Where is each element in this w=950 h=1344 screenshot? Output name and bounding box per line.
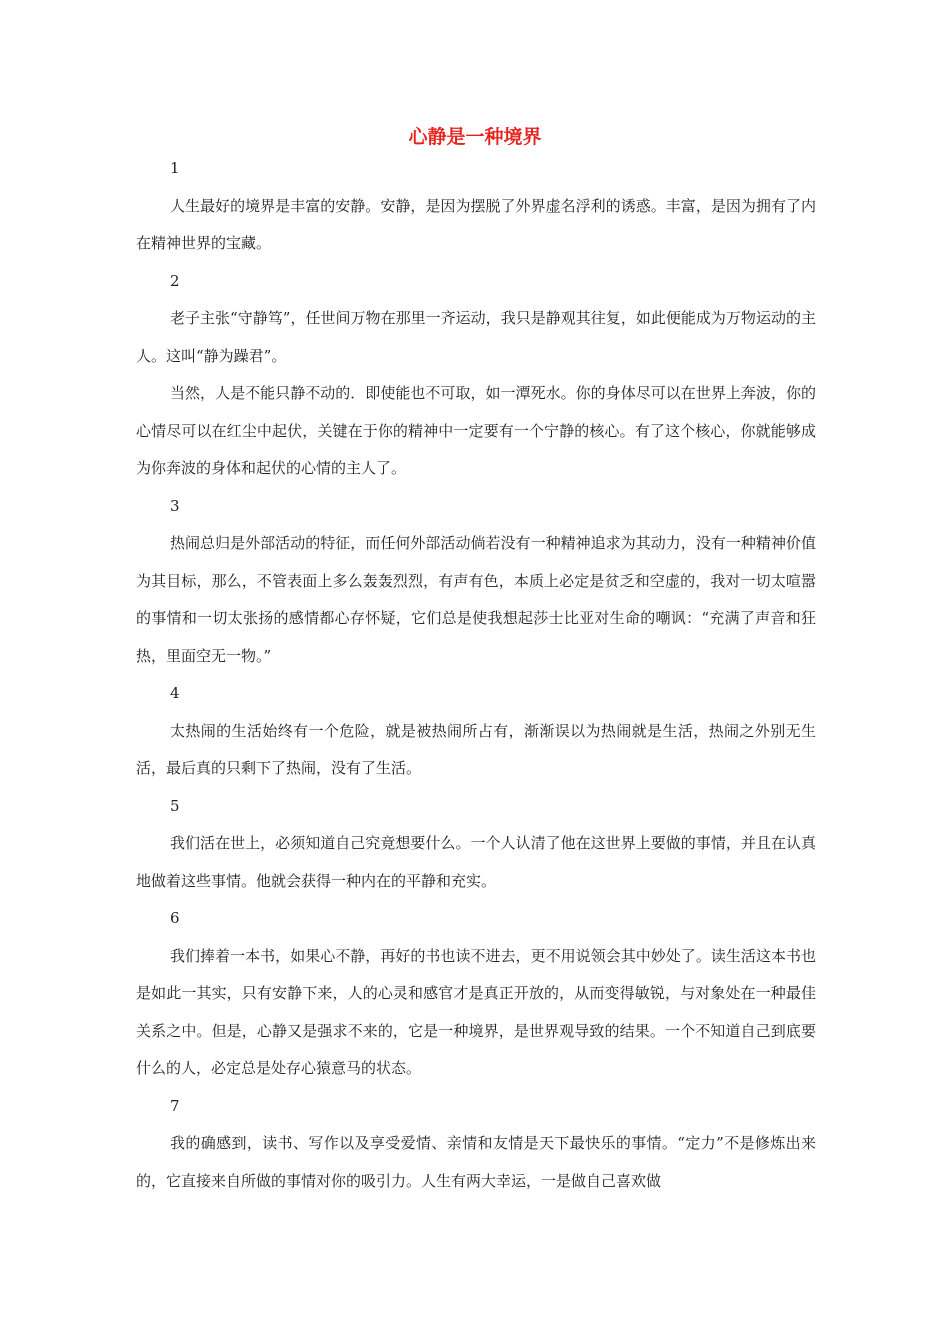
- section-number-3: 3: [170, 496, 180, 515]
- section-number-7: 7: [170, 1096, 180, 1115]
- document-body: [136, 150, 816, 1200]
- section-number-6: 6: [170, 909, 180, 927]
- paragraph-2b: 当然，人是不能只静不动的．即使能也不可取，如一潭死水。你的身体尽可以在世界上奔波，你的心情尽可以在红尘中起伏，关键在于你的精神中一定要有一个宁静的核心。有了这个核心，你就能够成为你奔波的身体和起伏的心情的主人了。: [136, 384, 816, 477]
- paragraph-1: 人生最好的境界是丰富的安静。安静，是因为摆脱了外界虚名浮利的诱惑。丰富，是因为拥有了内在精神世界的宝藏。: [136, 196, 816, 252]
- paragraph-2a: 老子主张“守静笃”，任世间万物在那里一齐运动，我只是静观其往复，如此便能成为万物运动的主人。这叫“静为躁君”。: [136, 309, 816, 365]
- section-number-2: 2: [170, 271, 180, 290]
- paragraph-3: 热闹总归是外部活动的特征，而任何外部活动倘若没有一种精神追求为其动力，没有一种精神价值为其目标，那么，不管表面上多么轰轰烈烈，有声有色，本质上必定是贫乏和空虚的，我对一切太喧嚣的事情和一切太张扬的感情都心存怀疑，它们总是使我想起莎士比亚对生命的嘲讽：“充满了声音和狂热，里面空无一物。”: [136, 534, 816, 665]
- paragraph-6: 我们捧着一本书，如果心不静，再好的书也读不进去，更不用说领会其中妙处了。读生活这本书也是如此一其实，只有安静下来，人的心灵和感官才是真正开放的，从而变得敏锐，与对象处在一种最佳关系之中。但是，心静又是强求不来的，它是一种境界，是世界观导致的结果。一个不知道自己到底要什么的人，必定总是处存心猿意马的状态。: [136, 946, 816, 1077]
- paragraph-5: 我们活在世上，必须知道自己究竟想要什么。一个人认清了他在这世界上要做的事情，并且在认真地做着这些事情。他就会获得一种内在的平静和充实。: [136, 834, 816, 890]
- section-number-4: 4: [170, 684, 180, 702]
- document-title: 心静是一种境界: [408, 126, 542, 148]
- paragraph-4: 太热闹的生活始终有一个危险，就是被热闹所占有，渐渐误以为热闹就是生活，热闹之外别无生活，最后真的只剩下了热闹，没有了生活。: [136, 721, 816, 777]
- section-number-1: 1: [170, 159, 180, 177]
- paragraph-7: 我的确感到，读书、写作以及享受爱情、亲情和友情是天下最快乐的事情。“定力”不是修炼出来的，它直接来自所做的事情对你的吸引力。人生有两大幸运，一是做自己喜欢做: [136, 1134, 816, 1190]
- section-number-5: 5: [170, 796, 180, 815]
